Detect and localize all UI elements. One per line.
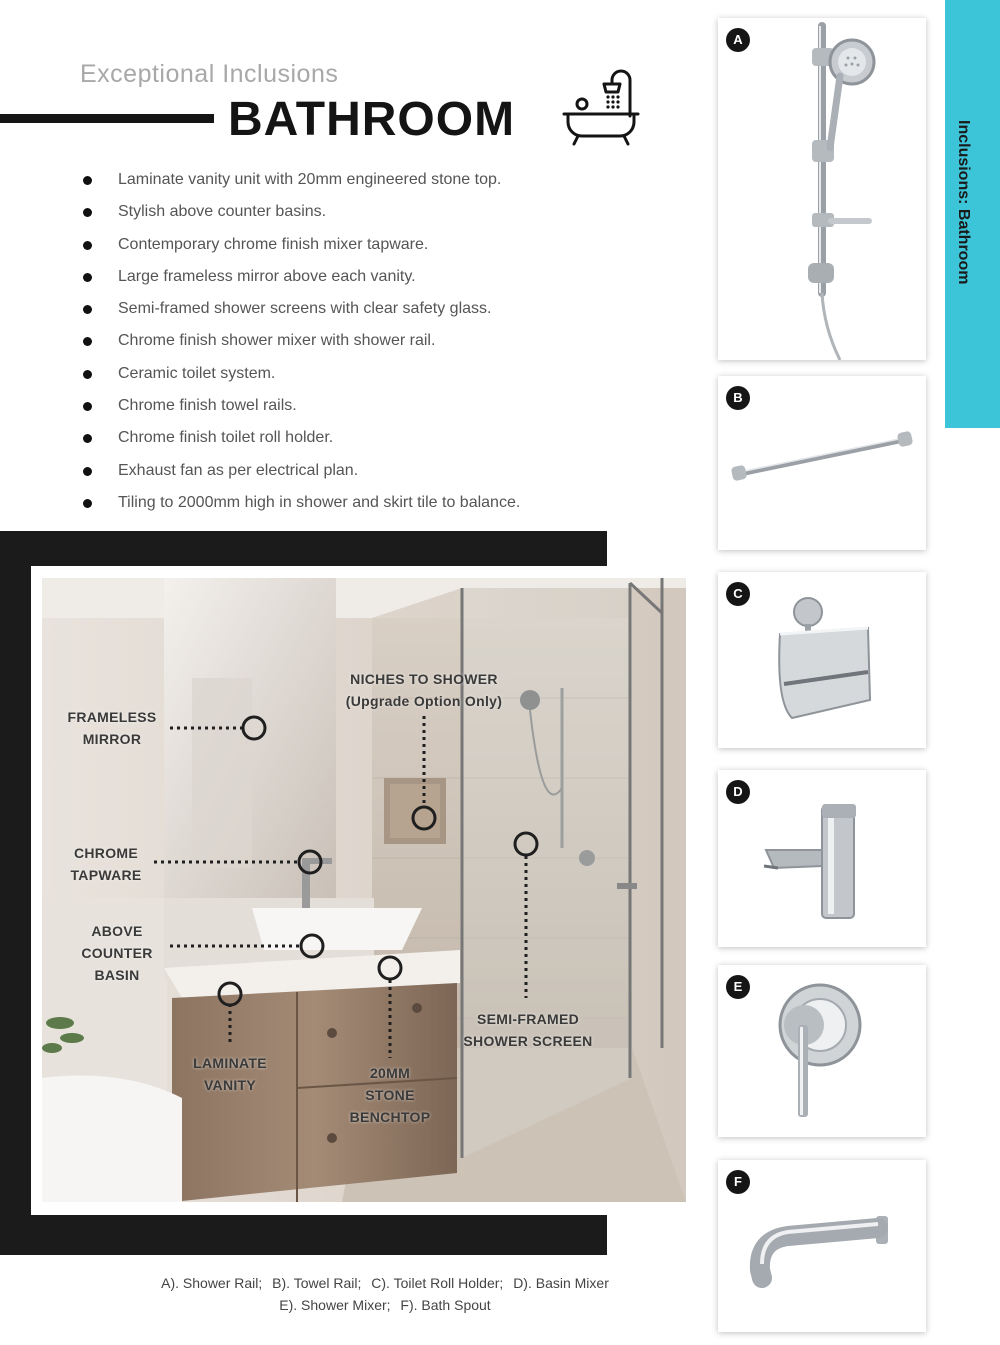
- callout-niches: [324, 668, 524, 712]
- callout-text: CHROME: [73, 845, 139, 861]
- product-badge: E: [726, 975, 750, 999]
- caption-item: D). Basin Mixer: [513, 1275, 609, 1291]
- callout-text: 20MM: [369, 1065, 411, 1081]
- page-title: BATHROOM: [228, 93, 516, 146]
- feature-item: Large frameless mirror above each vanity.: [78, 263, 520, 295]
- features-list: [78, 166, 520, 521]
- bathtub-shower-icon: [558, 64, 644, 150]
- callout-text: STONE: [365, 1087, 415, 1103]
- callout-text: FRAMELESS: [67, 709, 157, 725]
- callout-chrome-tapware: [56, 842, 156, 886]
- callout-text: TAPWARE: [70, 867, 142, 883]
- callout-text: COUNTER: [81, 945, 153, 961]
- bathroom-photo: [42, 578, 686, 1202]
- shower-rail-icon: [718, 18, 926, 360]
- feature-item: Tiling to 2000mm high in shower and skirt tile to balance.: [78, 489, 520, 521]
- callout-text: BASIN: [94, 967, 140, 983]
- product-card-a: [718, 18, 926, 360]
- product-card-c: [718, 572, 926, 748]
- callout-text: VANITY: [203, 1077, 257, 1093]
- feature-item: Chrome finish shower mixer with shower rail.: [78, 327, 520, 359]
- callout-text: SHOWER SCREEN: [463, 1033, 593, 1049]
- callout-text: ABOVE: [91, 923, 143, 939]
- callout-laminate-vanity: [180, 1052, 280, 1096]
- feature-item: Stylish above counter basins.: [78, 198, 520, 230]
- callout-text: NICHES TO SHOWER: [350, 671, 498, 687]
- feature-item: Laminate vanity unit with 20mm engineered stone top.: [78, 166, 520, 198]
- product-badge: C: [726, 582, 750, 606]
- side-tab-label: Inclusions: Bathroom: [955, 120, 972, 285]
- caption-item: B). Towel Rail;: [272, 1275, 362, 1291]
- callout-text: MIRROR: [82, 731, 142, 747]
- callout-frameless-mirror: [60, 706, 164, 750]
- feature-item: Exhaust fan as per electrical plan.: [78, 457, 520, 489]
- feature-item: Chrome finish toilet roll holder.: [78, 424, 520, 456]
- caption-item: A). Shower Rail;: [161, 1275, 263, 1291]
- product-badge: B: [726, 386, 750, 410]
- callout-text: BENCHTOP: [349, 1109, 431, 1125]
- callout-semi-framed-screen: [450, 1008, 606, 1052]
- callout-stone-benchtop: [338, 1062, 442, 1128]
- caption-item: F). Bath Spout: [400, 1297, 491, 1313]
- feature-item: Chrome finish towel rails.: [78, 392, 520, 424]
- product-card-f: [718, 1160, 926, 1332]
- caption-item: E). Shower Mixer;: [279, 1297, 391, 1313]
- product-badge: F: [726, 1170, 750, 1194]
- basin-mixer-icon: [718, 770, 926, 947]
- product-badge: D: [726, 780, 750, 804]
- caption-line: [80, 1272, 690, 1294]
- caption-item: C). Toilet Roll Holder;: [371, 1275, 504, 1291]
- product-card-b: [718, 376, 926, 550]
- callout-above-counter-basin: [72, 920, 162, 986]
- product-card-e: [718, 965, 926, 1137]
- callout-text: (Upgrade Option Only): [345, 693, 503, 709]
- product-caption: [80, 1272, 690, 1316]
- feature-item: Ceramic toilet system.: [78, 360, 520, 392]
- feature-item: Semi-framed shower screens with clear safety glass.: [78, 295, 520, 327]
- callout-text: SEMI-FRAMED: [476, 1011, 580, 1027]
- product-badge: A: [726, 28, 750, 52]
- eyebrow-heading: Exceptional Inclusions: [80, 60, 339, 88]
- callout-text: LAMINATE: [193, 1055, 267, 1071]
- caption-line: [80, 1294, 690, 1316]
- product-card-d: [718, 770, 926, 947]
- feature-item: Contemporary chrome finish mixer tapware.: [78, 231, 520, 263]
- toilet-roll-holder-icon: [718, 572, 926, 748]
- title-accent-bar: [0, 114, 214, 123]
